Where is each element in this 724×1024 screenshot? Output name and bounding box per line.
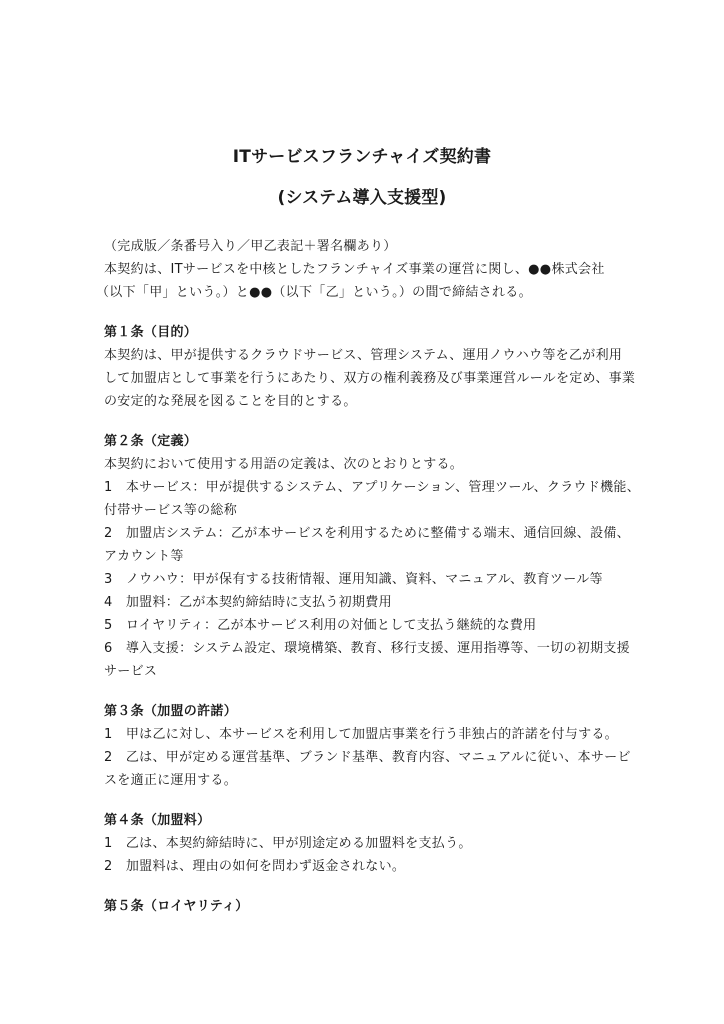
- article-2-text: 本契約において使用する用語の定義は、次のとおりとする。: [104, 457, 464, 472]
- intro-note: （完成版／条番号入り／甲乙表記＋署名欄あり）: [104, 239, 397, 254]
- article-2-item-cont: サービス: [104, 664, 158, 679]
- article-4-heading: 第４条（加盟料）: [104, 813, 211, 828]
- document-title: ITサービスフランチャイズ契約書: [232, 147, 492, 167]
- article-2-item: 5 ロイヤリティ：乙が本サービス利用の対価として支払う継続的な費用: [104, 618, 537, 633]
- article-2-item-cont: アカウント等: [104, 549, 184, 564]
- article-1-text: の安定的な発展を図ることを目的とする。: [104, 394, 357, 409]
- article-1-text: 本契約は、甲が提供するクラウドサービス、管理システム、運用ノウハウ等を乙が利用: [104, 348, 623, 363]
- article-2-item: 4 加盟料：乙が本契約締結時に支払う初期費用: [104, 595, 392, 610]
- article-3-item-cont: スを適正に運用する。: [104, 773, 238, 788]
- document-subtitle: (システム導入支援型): [277, 188, 447, 208]
- article-1-text: して加盟店として事業を行うにあたり、双方の権利義務及び事業運営ルールを定め、事業: [104, 371, 636, 386]
- article-5-heading: 第５条（ロイヤリティ）: [104, 899, 249, 914]
- intro-line: （以下「甲」という。）と●●（以下「乙」という。）の間で締結される。: [96, 285, 532, 300]
- article-2-item: 6 導入支援：システム設定、環境構築、教育、移行支援、運用指導等、一切の初期支援: [104, 641, 630, 656]
- article-2-item: 1 本サービス：甲が提供するシステム、アプリケーション、管理ツール、クラウド機能、: [104, 480, 641, 495]
- article-2-item-cont: 付帯サービス等の総称: [104, 503, 238, 518]
- article-3-item: 1 甲は乙に対し、本サービスを利用して加盟店事業を行う非独占的許諾を付与する。: [104, 727, 618, 742]
- article-2-item: 3 ノウハウ：甲が保有する技術情報、運用知識、資料、マニュアル、教育ツール等: [104, 572, 603, 587]
- article-1-heading: 第１条（目的）: [104, 325, 198, 340]
- article-3-item: 2 乙は、甲が定める運営基準、ブランド基準、教育内容、マニュアルに従い、本サービ: [104, 750, 631, 765]
- intro-line: 本契約は、ITサービスを中核としたフランチャイズ事業の運営に関し、●●株式会社: [104, 262, 605, 277]
- article-4-item: 1 乙は、本契約締結時に、甲が別途定める加盟料を支払う。: [104, 836, 472, 851]
- article-3-heading: 第３条（加盟の許諾）: [104, 704, 238, 719]
- article-2-heading: 第２条（定義）: [104, 434, 198, 449]
- article-4-item: 2 加盟料は、理由の如何を問わず返金されない。: [104, 859, 406, 874]
- article-2-item: 2 加盟店システム：乙が本サービスを利用するために整備する端末、通信回線、設備、: [104, 526, 630, 541]
